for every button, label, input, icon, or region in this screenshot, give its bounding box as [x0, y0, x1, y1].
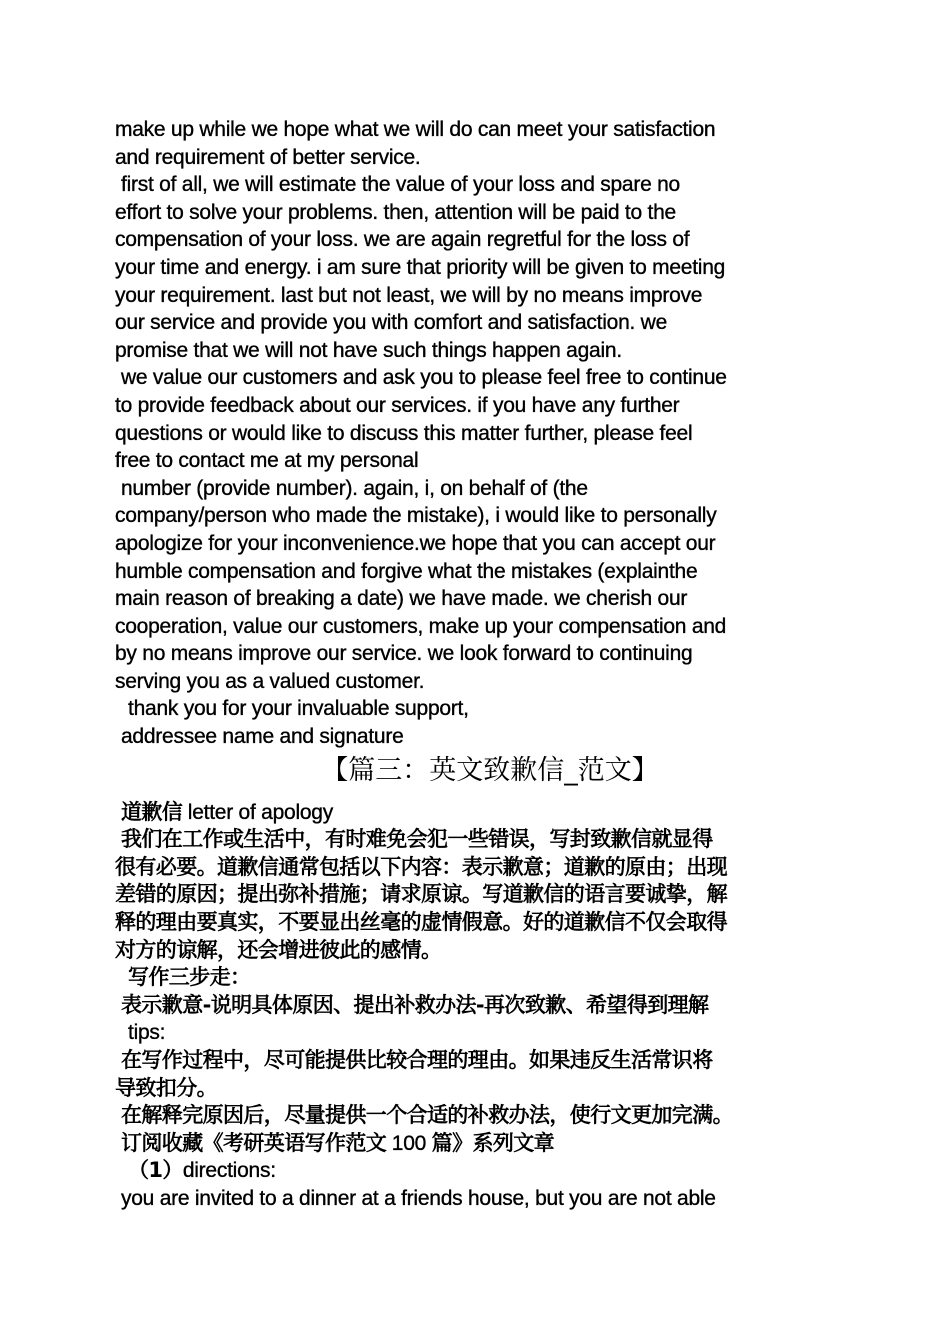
subscribe-line: [115, 1130, 835, 1158]
intro-line: 释的理由要真实，不要显出丝毫的虚情假意。好的道歉信不仅会取得: [115, 910, 727, 935]
tips-line: 导致扣分。: [115, 1075, 217, 1100]
text-line: and requirement of better service.: [115, 145, 421, 169]
intro-line: 我们在工作或生活中，有时难免会犯一些错误，写封致歉信就显得: [121, 827, 713, 852]
intro-line: 很有必要。道歉信通常包括以下内容：表示歉意；道歉的原由；出现: [115, 854, 727, 879]
apology-title-en: letter of apology: [182, 800, 333, 824]
text-line: by no means improve our service. we look forward to continuing: [115, 642, 693, 666]
text-line: questions or would like to discuss this matter further, please feel: [115, 421, 693, 445]
text-line: your requirement. last but not least, we will by no means improve: [115, 283, 703, 307]
text-line: company/person who made the mistake), i would like to personally: [115, 504, 717, 528]
text-line: free to contact me at my personal: [115, 449, 419, 473]
text-line: cooperation, value our customers, make up your compensation and: [115, 614, 727, 638]
text-line: our service and provide you with comfort and satisfaction. we: [115, 311, 668, 335]
apology-title-zh: 道歉信: [121, 799, 183, 824]
text-line: we value our customers and ask you to please feel free to continue: [121, 366, 727, 390]
text-line: number (provide number). again, i, on behalf of (the: [121, 476, 588, 500]
text-line: promise that we will not have such things happen again.: [115, 338, 622, 362]
text-line: effort to solve your problems. then, attention will be paid to the: [115, 200, 676, 224]
tips-line: 在解释完原因后，尽量提供一个合适的补救办法，使行文更加完满。: [121, 1103, 733, 1128]
apology-title: [115, 799, 835, 827]
text-line: to provide feedback about our services. if you have any further: [115, 393, 680, 417]
directions-label: directions:: [182, 1159, 276, 1183]
directions-line: [115, 1157, 835, 1185]
text-line: serving you as a valued customer.: [115, 669, 425, 693]
closing-line: thank you for your invaluable support,: [128, 697, 469, 721]
tips-label: tips:: [128, 1021, 166, 1045]
subscribe-number: 100: [386, 1131, 432, 1155]
text-line: humble compensation and forgive what the mistakes (explainthe: [115, 559, 698, 583]
subscribe-text-a: 订阅收藏《考研英语写作范文: [121, 1130, 387, 1155]
steps-line: 表示歉意-说明具体原因、提出补救办法-再次致歉、希望得到理解: [121, 992, 709, 1017]
directions-number: （1）: [128, 1158, 183, 1183]
steps-title: 写作三步走：: [128, 965, 251, 990]
section-heading: 【篇三：英文致歉信_范文】: [321, 754, 659, 786]
text-line: apologize for your inconvenience.we hope that you can accept our: [115, 531, 716, 555]
text-line: compensation of your loss. we are again regretful for the loss of: [115, 228, 690, 252]
subscribe-text-b: 篇》系列文章: [431, 1130, 555, 1155]
document-body: [115, 116, 835, 1213]
text-line: make up while we hope what we will do can meet your satisfaction: [115, 118, 716, 141]
tips-line: 在写作过程中，尽可能提供比较合理的理由。如果违反生活常识将: [121, 1048, 713, 1072]
text-line: main reason of breaking a date) we have made. we cherish our: [115, 587, 688, 611]
intro-line: 差错的原因；提出弥补措施；请求原谅。写道歉信的语言要诚挚，解: [115, 882, 727, 907]
text-line: you are invited to a dinner at a friends house, but you are not able: [121, 1186, 716, 1210]
text-line: first of all, we will estimate the value of your loss and spare no: [121, 173, 680, 197]
text-line: your time and energy. i am sure that priority will be given to meeting: [115, 255, 726, 279]
signature-line: addressee name and signature: [121, 725, 404, 749]
intro-line: 对方的谅解，还会增进彼此的感情。: [115, 937, 442, 962]
